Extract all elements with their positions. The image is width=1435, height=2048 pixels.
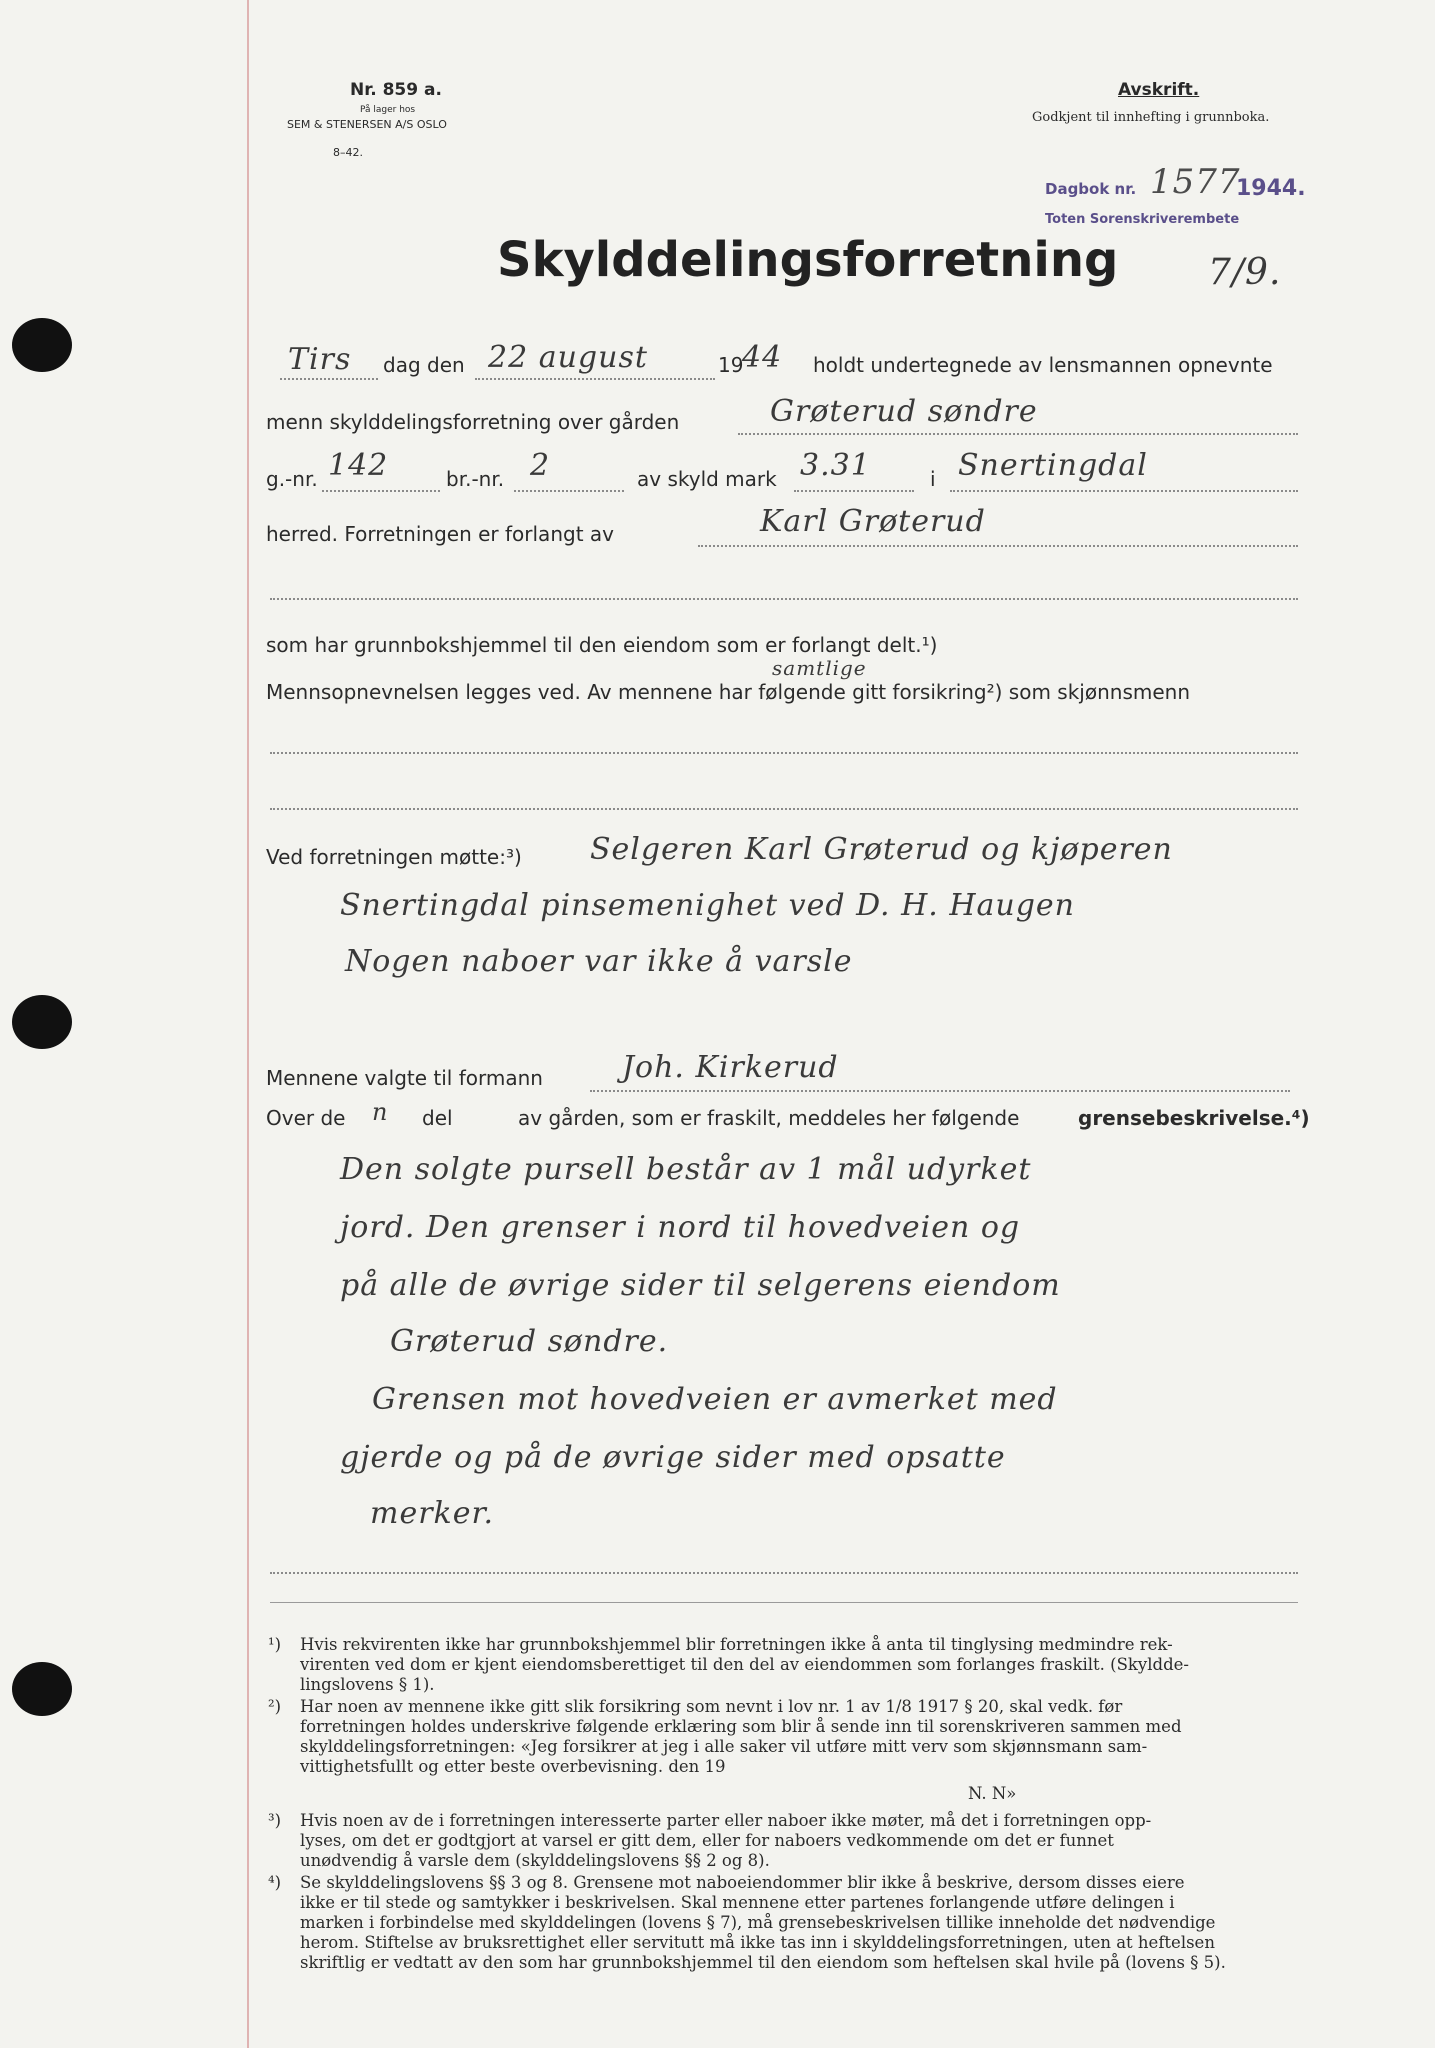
avskrift-title: Avskrift. — [1118, 80, 1200, 100]
footnote-line: lingslovens § 1). — [300, 1675, 435, 1694]
page-title: Skylddelingsforretning — [497, 232, 1119, 288]
gnr-hand: 142 — [328, 448, 389, 483]
fill-line — [475, 378, 715, 380]
footnote-num: ⁴) — [268, 1873, 282, 1892]
dagbok-number: 1577 — [1150, 162, 1241, 202]
form-number: Nr. 859 a. — [350, 80, 442, 100]
fill-line — [590, 1090, 1290, 1092]
farm-hand: Grøterud søndre — [770, 394, 1038, 429]
boundary-hand-1: Den solgte pursell består av 1 mål udyrket — [340, 1152, 1032, 1187]
insert-hand: samtlige — [772, 656, 867, 680]
footnote-line: marken i forbindelse med skylddelingen (lovens § 7), må grensebeskrivelsen tillike inneholde det nødvendige — [300, 1913, 1216, 1932]
brnr-hand: 2 — [530, 448, 551, 483]
over-de-hand: n — [372, 1098, 389, 1126]
stamp-date: 7/9. — [1208, 252, 1282, 293]
boundary-text: av gården, som er fraskilt, meddeles her følgende — [518, 1106, 1020, 1130]
footnote-line: vittighetsfullt og etter beste overbevisning. den 19 — [300, 1757, 726, 1776]
fill-line — [270, 1572, 1298, 1574]
fill-line — [270, 752, 1298, 754]
footnote-line: unødvendig å varsle dem (skylddelingslovens §§ 2 og 8). — [300, 1851, 770, 1870]
footnote-line: Se skylddelingslovens §§ 3 og 8. Grensene mot naboeiendommer blir ikke å beskrive, dersom disses eiere — [300, 1873, 1185, 1892]
footnote-signature: N. N» — [968, 1784, 1017, 1803]
fill-line — [280, 378, 378, 380]
margin-rule — [247, 0, 249, 2048]
punch-hole — [12, 995, 72, 1049]
footnote-num: ³) — [268, 1811, 282, 1830]
fill-line — [950, 490, 1298, 492]
dag-den-label: dag den — [383, 353, 465, 377]
year-prefix: 19 — [718, 353, 744, 377]
boundary-hand-5: Grensen mot hovedveien er avmerket med — [372, 1382, 1058, 1417]
fill-line — [698, 545, 1298, 547]
punch-hole — [12, 1662, 72, 1716]
dagbok-year: 1944. — [1236, 176, 1306, 201]
attendance-label: Ved forretningen møtte:³) — [266, 845, 522, 869]
stamp-office: Toten Sorenskriverembete — [1045, 212, 1240, 227]
footnote-line: virenten ved dom er kjent eiendomsberettiget til den del av eiendommen som forlanges fraskilt. (Skyldde- — [300, 1655, 1189, 1674]
chairman-label: Mennene valgte til formann — [266, 1066, 543, 1090]
dagbok-stamp-label: Dagbok nr. — [1045, 180, 1137, 198]
attendance-hand-3: Nogen naboer var ikke å varsle — [345, 944, 853, 979]
footnote-line: skylddelingsforretningen: «Jeg forsikrer at jeg i alle saker vil utføre mitt verv som skjønnsmann sam- — [300, 1737, 1148, 1756]
boundary-bold: grensebeskrivelse.⁴) — [1078, 1106, 1310, 1130]
attendance-hand-2: Snertingdal pinsemenighet ved D. H. Haugen — [340, 888, 1076, 923]
boundary-hand-7: merker. — [370, 1496, 495, 1531]
para2-line2: Mennsopnevnelsen legges ved. Av mennene har følgende gitt forsikring²) som skjønnsmenn — [266, 680, 1191, 704]
footnote-line: Har noen av mennene ikke gitt slik forsikring som nevnt i lov nr. 1 av 1/8 1917 § 20, skal vedk. før — [300, 1697, 1123, 1716]
i-label: i — [930, 467, 936, 491]
brnr-label: br.-nr. — [446, 467, 505, 491]
date-hand: 22 august — [488, 340, 648, 375]
chairman-hand: Joh. Kirkerud — [622, 1050, 839, 1085]
over-de-label: Over de — [266, 1106, 346, 1130]
fill-line — [794, 490, 914, 492]
day-hand: Tirs — [288, 342, 352, 377]
year-hand: 44 — [742, 340, 783, 375]
fill-line — [514, 490, 624, 492]
fill-line — [738, 433, 1298, 435]
boundary-hand-2: jord. Den grenser i nord til hovedveien og — [340, 1210, 1021, 1245]
attendance-hand-1: Selgeren Karl Grøterud og kjøperen — [590, 832, 1173, 867]
boundary-hand-4: Grøterud søndre. — [390, 1324, 669, 1359]
boundary-hand-3: på alle de øvrige sider til selgerens eiendom — [340, 1268, 1061, 1303]
para2-line1: som har grunnbokshjemmel til den eiendom som er forlangt delt.¹) — [266, 633, 938, 657]
gnr-label: g.-nr. — [266, 467, 318, 491]
herred-text: herred. Forretningen er forlangt av — [266, 522, 614, 546]
punch-hole — [12, 318, 72, 372]
fill-line — [270, 598, 1298, 600]
form-edition: 8–42. — [333, 146, 363, 159]
footnote-line: skriftlig er vedtatt av den som har grunnbokshjemmel til den eiendom som heftelsen skal hvile på (lovens § 5). — [300, 1953, 1226, 1972]
del-label: del — [422, 1106, 453, 1130]
held-by-text: holdt undertegnede av lensmannen opnevnte — [813, 353, 1273, 377]
herred-hand: Snertingdal — [958, 448, 1148, 483]
fill-line — [270, 808, 1298, 810]
fill-line — [322, 490, 440, 492]
requester-hand: Karl Grøterud — [760, 504, 986, 539]
footnote-line: herom. Stiftelse av bruksrettighet eller servitutt må ikke tas inn i skylddelingsforretningen, uten at heftelsen — [300, 1933, 1215, 1952]
publisher-line2: SEM & STENERSEN A/S OSLO — [287, 118, 447, 131]
footnote-line: Hvis rekvirenten ikke har grunnbokshjemmel blir forretningen ikke å anta til tinglysing medmindre rek- — [300, 1635, 1173, 1654]
footnote-rule — [270, 1602, 1298, 1603]
footnote-line: ikke er til stede og samtykker i beskrivelsen. Skal mennene etter partenes forlangende utføre delingen i — [300, 1893, 1175, 1912]
footnote-num: ²) — [268, 1697, 282, 1716]
footnote-line: forretningen holdes underskrive følgende erklæring som blir å sende inn til sorenskriveren sammen med — [300, 1717, 1182, 1736]
footnote-num: ¹) — [268, 1635, 282, 1654]
menn-text: menn skylddelingsforretning over gården — [266, 410, 680, 434]
footnote-line: Hvis noen av de i forretningen interesserte parter eller naboer ikke møter, må det i forretningen opp- — [300, 1811, 1152, 1830]
boundary-hand-6: gjerde og på de øvrige sider med opsatte — [340, 1440, 1006, 1475]
avskrift-subtitle: Godkjent til innhefting i grunnboka. — [1032, 110, 1270, 125]
skyld-label: av skyld mark — [637, 467, 777, 491]
publisher-line1: På lager hos — [360, 105, 416, 115]
footnote-line: lyses, om det er godtgjort at varsel er gitt dem, eller for naboers vedkommende om det er funnet — [300, 1831, 1114, 1850]
skyld-hand: 3.31 — [800, 448, 871, 483]
